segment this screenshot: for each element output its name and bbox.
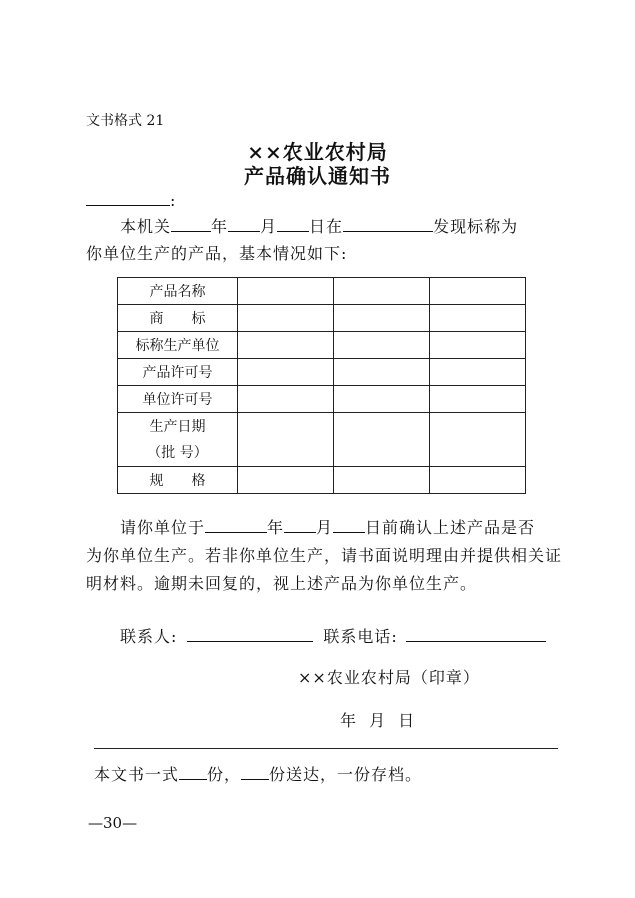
request-line-1 [120,515,535,538]
table-cell[interactable] [238,413,334,467]
contact-person-field[interactable] [187,624,313,642]
delivered-copies-blank[interactable] [241,762,269,780]
row-label-manufacturer: 标称生产单位 [118,332,238,359]
addressee-colon: : [170,191,176,210]
copies-line [94,762,422,785]
total-copies-blank[interactable] [179,762,207,780]
table-cell[interactable] [430,467,526,494]
table-row [118,467,526,494]
intro-day-label: 日在 [309,217,344,236]
agency-title: ××农业农村局 [247,140,388,164]
copies-text-a: 本文书一式 [94,765,180,784]
table-cell[interactable] [430,359,526,386]
footer-divider [94,748,558,749]
table-cell[interactable] [334,359,430,386]
request-line-3: 明材料。逾期未回复的，视上述产品为你单位生产。 [86,574,478,593]
request-text-a: 请你单位于 [120,518,206,537]
table-row [118,332,526,359]
batch-number-label: （批 号） [147,444,208,461]
table-cell[interactable] [238,332,334,359]
intro-line-1 [120,214,518,237]
table-row [118,413,526,467]
request-month-blank[interactable] [284,515,316,533]
table-row [118,386,526,413]
table-cell[interactable] [430,305,526,332]
addressee-blank[interactable] [86,188,170,206]
request-day-blank[interactable] [333,515,365,533]
table-cell[interactable] [334,332,430,359]
row-label-unit-license: 单位许可号 [118,386,238,413]
addressee-line [86,188,175,210]
contact-line [120,624,546,647]
table-cell[interactable] [238,467,334,494]
intro-location-blank[interactable] [343,214,433,232]
table-cell[interactable] [334,278,430,305]
table-cell[interactable] [238,305,334,332]
table-cell[interactable] [238,359,334,386]
table-cell[interactable] [430,332,526,359]
table-cell[interactable] [334,386,430,413]
row-label-product-name: 产品名称 [118,278,238,305]
contact-phone-label: 联系电话: [323,627,398,646]
contact-person-label: 联系人: [120,627,178,646]
table-cell[interactable] [430,278,526,305]
intro-year-blank[interactable] [171,214,211,232]
copies-text-c: 份送达，一份存档。 [269,765,423,784]
intro-year-label: 年 [211,217,229,236]
row-label-specification: 规 格 [118,467,238,494]
table-cell[interactable] [334,467,430,494]
production-date-label: 生产日期 [149,418,206,435]
intro-day-blank[interactable] [277,214,309,232]
table-cell[interactable] [238,278,334,305]
intro-month-label: 月 [260,217,278,236]
agency-seal-line: ××农业农村局（印章） [298,668,480,687]
request-year-label: 年 [267,518,285,537]
request-text-b: 日前确认上述产品是否 [365,518,536,537]
table-cell[interactable] [238,386,334,413]
table-cell[interactable] [334,305,430,332]
row-label-trademark: 商 标 [118,305,238,332]
request-month-label: 月 [316,518,334,537]
table-cell[interactable] [334,413,430,467]
table-cell[interactable] [430,413,526,467]
row-label-production-date [118,413,238,467]
copies-text-b: 份， [207,765,242,784]
intro-text-b: 发现标称为 [433,217,519,236]
table-row [118,278,526,305]
table-cell[interactable] [430,386,526,413]
contact-phone-field[interactable] [406,624,546,642]
row-label-product-license: 产品许可号 [118,359,238,386]
intro-text-a: 本机关 [120,217,172,236]
page-number: —30— [88,814,138,832]
table-row [118,359,526,386]
signature-date: 年 月 日 [340,711,419,730]
product-info-table [117,277,526,494]
document-title: 产品确认通知书 [244,164,391,188]
table-row [118,305,526,332]
intro-line-2: 你单位生产的产品，基本情况如下: [86,244,348,263]
request-line-2: 为你单位生产。若非你单位生产，请书面说明理由并提供相关证 [86,546,563,565]
doc-format-label: 文书格式 21 [86,113,165,129]
intro-month-blank[interactable] [228,214,260,232]
request-year-blank[interactable] [205,515,267,533]
